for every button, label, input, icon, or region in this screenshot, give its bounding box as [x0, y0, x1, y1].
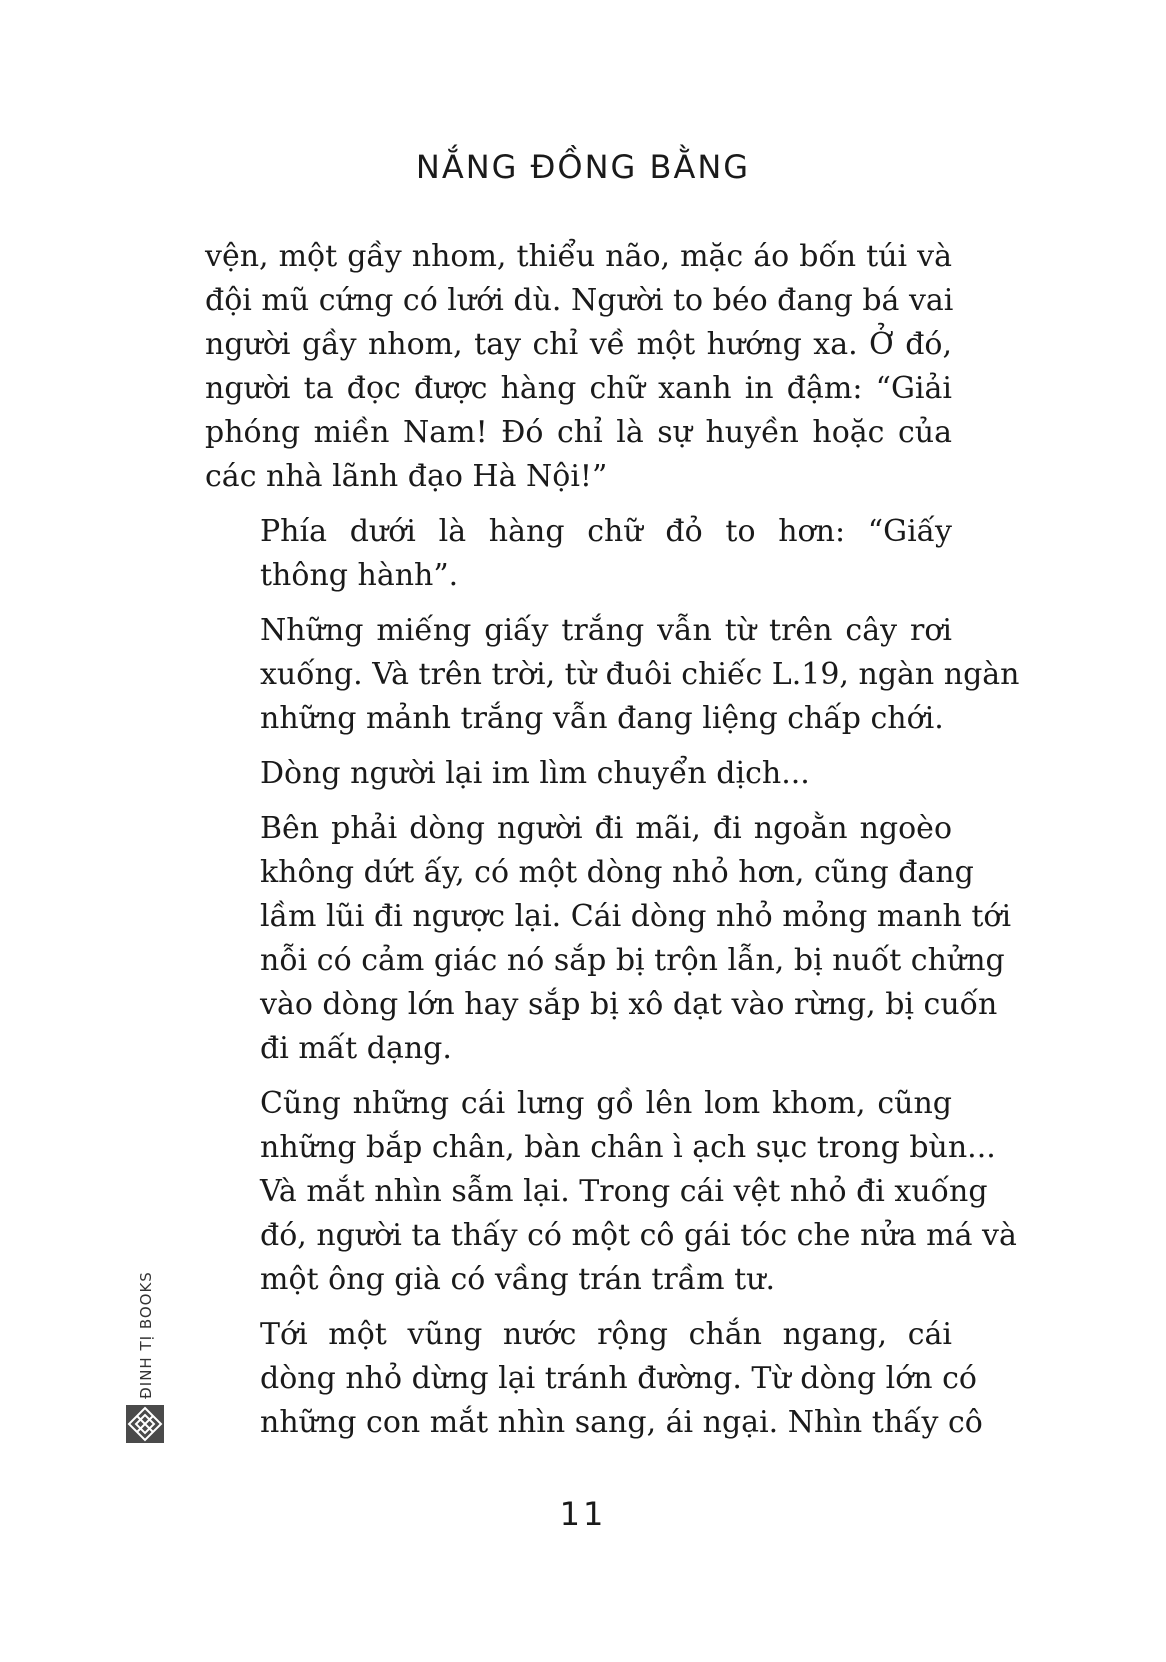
paragraph — [205, 807, 1012, 1071]
text-line: vào dòng lớn hay sắp bị xô dạt vào rừng, bị cuốn — [260, 987, 998, 1022]
text-line: đó, người ta thấy có một cô gái tóc che nửa má và — [260, 1218, 1017, 1253]
text-line: đội mũ cứng có lưới dù. Người to béo đang bá vai — [205, 283, 954, 318]
text-line: những mảnh trắng vẫn đang liệng chấp chới. — [260, 701, 944, 736]
paragraph — [205, 510, 952, 598]
text-line: Những miếng giấy trắng vẫn từ trên cây rơi — [260, 613, 952, 648]
paragraph — [205, 235, 952, 499]
paragraph — [205, 1313, 983, 1445]
text-line: những con mắt nhìn sang, ái ngại. Nhìn thấy cô — [260, 1405, 983, 1440]
publisher-logo — [126, 1265, 166, 1445]
text-line: Bên phải dòng người đi mãi, đi ngoằn ngoèo — [260, 811, 952, 846]
text-line: các nhà lãnh đạo Hà Nội!” — [205, 459, 608, 494]
paragraph — [205, 609, 1020, 741]
text-line: thông hành”. — [260, 558, 459, 593]
text-line: vện, một gầy nhom, thiểu não, mặc áo bốn túi và — [205, 239, 952, 274]
publisher-name: ĐINH TỊ BOOKS — [137, 1271, 155, 1399]
text-line: Và mắt nhìn sẫm lại. Trong cái vệt nhỏ đi xuống — [260, 1174, 988, 1209]
text-line: người ta đọc được hàng chữ xanh in đậm: “Giải — [205, 371, 952, 406]
text-line: Dòng người lại im lìm chuyển dịch... — [260, 756, 810, 791]
text-line: người gầy nhom, tay chỉ về một hướng xa. Ở đó, — [205, 327, 952, 362]
text-line: dòng nhỏ dừng lại tránh đường. Từ dòng lớn có — [260, 1361, 977, 1396]
paragraph — [205, 1082, 1017, 1302]
page-number: 11 — [559, 1495, 607, 1533]
text-line: đi mất dạng. — [260, 1031, 452, 1066]
text-line: một ông già có vầng trán trầm tư. — [260, 1262, 776, 1297]
text-line: Cũng những cái lưng gồ lên lom khom, cũng — [260, 1086, 952, 1121]
text-line: không dứt ấy, có một dòng nhỏ hơn, cũng đang — [260, 855, 974, 890]
text-line: Phía dưới là hàng chữ đỏ to hơn: “Giấy — [260, 514, 952, 549]
text-line: phóng miền Nam! Đó chỉ là sự huyền hoặc của — [205, 415, 952, 450]
paragraph — [205, 752, 952, 796]
text-line: Tới một vũng nước rộng chắn ngang, cái — [260, 1317, 952, 1352]
text-line: nỗi có cảm giác nó sắp bị trộn lẫn, bị nuốt chửng — [260, 943, 1005, 978]
text-line: lầm lũi đi ngược lại. Cái dòng nhỏ mỏng manh tới — [260, 899, 1012, 934]
dinh-ti-diamond-logo-icon — [126, 1405, 164, 1443]
text-line: xuống. Và trên trời, từ đuôi chiếc L.19, ngàn ngàn — [260, 657, 1020, 692]
running-head-title: NẮNG ĐỒNG BẰNG — [415, 148, 751, 186]
text-line: những bắp chân, bàn chân ì ạch sục trong bùn... — [260, 1130, 996, 1165]
body-text — [205, 235, 1020, 1456]
